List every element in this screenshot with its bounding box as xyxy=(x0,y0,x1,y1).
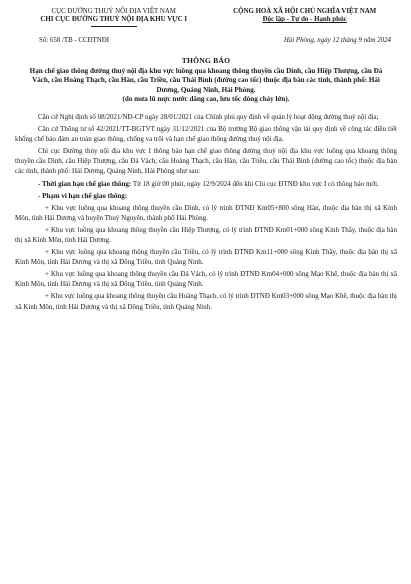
subject-note: (do mưa lũ mực nước dâng cao, lưu tốc dòng chảy lớn). xyxy=(122,95,290,104)
legal-basis-1: Căn cứ Nghị định số 08/2021/NĐ-CP ngày 28/01/2021 của Chính phủ quy định về quản lý hoạt động đường thuỷ nội địa; xyxy=(38,112,379,121)
notice-intro: Chi cục Đường thủy nội địa khu vực I thông báo hạn chế giao thông đường thuỷ nội địa khu vực luồng qua khoang thông thuyền cầu Dinh, cầu Hiệp Thượng, cầu Đá Vách, cầu Hoàng Thạch, cầu Hàn, cầu Triều, cầu Thái Bình (đường cao tốc) thuộc địa bàn các tỉnh, thành phố: Hải Dương, Quảng Ninh, Hải Phòng như sau: xyxy=(15,147,397,176)
scope-item: + Khu vực luồng qua khoang thông thuyền cầu Dinh, có lý trình ĐTNĐ Km05+800 sông Hàn, thuộc địa bàn thị xã Kinh Môn, tỉnh Hải Dương và huyện Thuỷ Nguyên, thành phố Hải Phòng. xyxy=(15,203,397,222)
time-label: - Thời gian hạn chế giao thông: xyxy=(38,179,132,188)
scope-item: + Khu vực luồng qua khoang thông thuyền cầu Hoàng Thạch, có lý trình ĐTNĐ Km03+000 sông Mạo Khê, thuộc địa bàn thị xã Kinh Môn, tỉnh Hải Dương và thị xã Đông Triều, tỉnh Quảng Ninh. xyxy=(15,292,397,311)
time-section xyxy=(15,179,397,189)
national-emblem-text xyxy=(212,8,397,27)
subject-text: Hạn chế giao thông đường thuỷ nội địa khu vực luồng qua khoang thông thuyền cầu Dinh, cầu Hiệp Thượng, cầu Đá Vách, cầu Hoàng Thạch, cầu Hàn, cầu Triều, cầu Thái Bình (đường cao tốc) thuộc địa bàn các tỉnh, thành phố: Hải Dương, Quảng Ninh, Hải Phòng. xyxy=(29,66,383,94)
issuing-sub-agency: CHI CỤC ĐƯỜNG THUỶ NỘI ĐỊA KHU VỰC I xyxy=(40,16,188,24)
national-motto: Độc lập - Tự do - Hạnh phúc xyxy=(262,16,347,24)
document-header xyxy=(15,8,397,27)
document-number: Số: 658 /TB - CCĐTNĐI xyxy=(39,36,110,44)
time-text: Từ 18 giờ 00 phút, ngày 12/9/2024 đến khi Chi cục ĐTNĐ khu vực I có thông báo mới. xyxy=(131,179,379,188)
issuing-agency xyxy=(15,8,212,27)
legal-basis-2: Căn cứ Thông tư số 42/2021/TT-BGTVT ngày 31/12/2021 của Bộ trưởng Bộ giao thông vận tải quy định về công tác điều tiết khống chế bảo đảm an toàn giao thông, chống va trôi và hạn chế giao thông đường thuỷ nội địa. xyxy=(15,125,397,144)
document-body xyxy=(15,112,397,312)
agency-divider xyxy=(91,26,137,27)
scope-item: + Khu vực luồng qua khoang thông thuyền cầu Hiệp Thượng, có lý trình ĐTNĐ Km01+000 sông Kinh Thầy, thuộc địa bàn thị xã Kinh Môn, tỉnh Hải Dương. xyxy=(15,225,397,244)
scope-section xyxy=(15,191,397,201)
document-subject xyxy=(23,67,389,105)
scope-item: + Khu vực luồng qua khoang thông thuyền cầu Triều, có lý trình ĐTNĐ Km11+000 sông Kinh Thầy, thuộc địa bàn thị xã Kinh Môn, tỉnh Hải Dương và thị xã Đông Triều, tỉnh Quảng Ninh. xyxy=(15,248,397,267)
parent-agency: CỤC ĐƯỜNG THUỶ NỘI ĐỊA VIỆT NAM xyxy=(51,8,176,15)
scope-label: - Phạm vi hạn chế giao thông: xyxy=(38,191,128,200)
scope-item: + Khu vực luồng qua khoang thông thuyền cầu Đá Vách, có lý trình ĐTNĐ Km04+000 sông Mạo Khê, thuộc địa bàn thị xã Kinh Môn, tỉnh Hải Dương và thị xã Đông Triều, tỉnh Quảng Ninh. xyxy=(15,270,397,289)
document-date: Hải Phòng, ngày 12 tháng 9 năm 2024 xyxy=(283,36,391,44)
country-name: CỘNG HOÀ XÃ HỘI CHỦ NGHĨA VIỆT NAM xyxy=(233,8,377,15)
document-meta xyxy=(15,37,397,45)
document-title: THÔNG BÁO xyxy=(181,55,231,65)
